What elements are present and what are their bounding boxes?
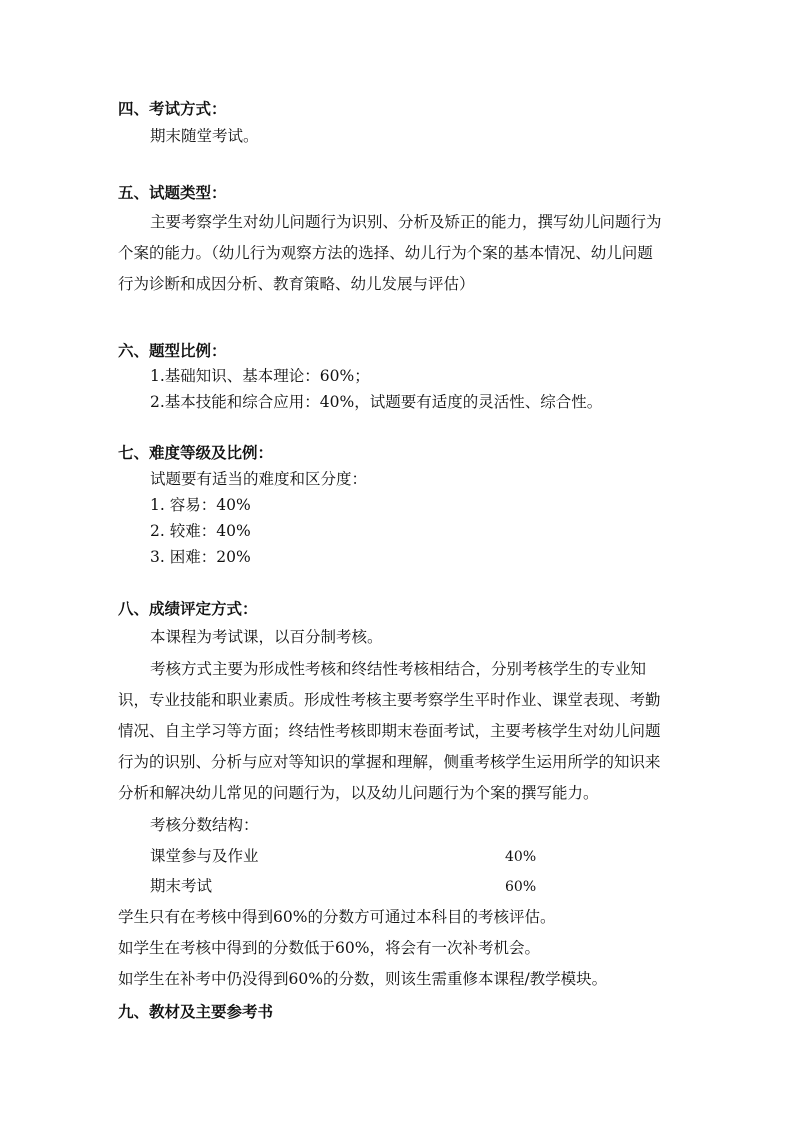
- score-row-item: 期末考试: [150, 877, 213, 895]
- section-8-intro: 本课程为考试课，以百分制考核。: [150, 628, 383, 646]
- section-9-heading: 九、教材及主要参考书: [118, 1003, 274, 1021]
- pass-rule-1: 学生只有在考核中得到60%的分数方可通过本科目的考核评估。: [118, 908, 556, 926]
- section-6-item-2: 2.基本技能和综合应用：40%，试题要有适度的灵活性、综合性。: [150, 393, 603, 411]
- section-5-line-3: 行为诊断和成因分析、教育策略、幼儿发展与评估）: [118, 275, 475, 293]
- section-7-heading: 七、难度等级及比例：: [118, 444, 274, 462]
- section-8-para-line-5: 分析和解决幼儿常见的问题行为，以及幼儿问题行为个案的撰写能力。: [118, 784, 599, 802]
- section-7-item-1: 1. 容易：40%: [150, 496, 251, 514]
- section-7-item-2: 2. 较难：40%: [150, 522, 251, 540]
- score-row-item: 课堂参与及作业: [150, 847, 259, 865]
- score-structure-label: 考核分数结构：: [150, 816, 259, 834]
- section-5-line-2: 个案的能力。（幼儿行为观察方法的选择、幼儿行为个案的基本情况、幼儿问题: [118, 244, 653, 262]
- pass-rule-3: 如学生在补考中仍没得到60%的分数，则该生需重修本课程/教学模块。: [118, 970, 608, 988]
- section-5-heading: 五、试题类型：: [118, 184, 227, 202]
- section-5-line-1: 主要考察学生对幼儿问题行为识别、分析及矫正的能力，撰写幼儿问题行为: [150, 213, 662, 231]
- score-row-weight: 60%: [505, 879, 537, 895]
- section-6-item-1: 1.基础知识、基本理论：60%；: [150, 367, 370, 385]
- section-8-para-line-1: 考核方式主要为形成性考核和终结性考核相结合，分别考核学生的专业知: [150, 660, 647, 678]
- section-8-para-line-4: 行为的识别、分析与应对等知识的掌握和理解，侧重考核学生运用所学的知识来: [118, 753, 661, 771]
- section-8-para-line-2: 识，专业技能和职业素质。形成性考核主要考察学生平时作业、课堂表现、考勤: [118, 691, 661, 709]
- section-8-heading: 八、成绩评定方式：: [118, 600, 258, 618]
- score-row-weight: 40%: [505, 849, 537, 865]
- section-8-para-line-3: 情况、自主学习等方面；终结性考核即期末卷面考试，主要考核学生对幼儿问题: [118, 722, 661, 740]
- pass-rule-2: 如学生在考核中得到的分数低于60%，将会有一次补考机会。: [118, 939, 540, 957]
- section-7-intro: 试题要有适当的难度和区分度：: [150, 470, 368, 488]
- section-4-heading: 四、考试方式：: [118, 100, 227, 118]
- section-7-item-3: 3. 困难：20%: [150, 548, 251, 566]
- section-6-heading: 六、题型比例：: [118, 342, 227, 360]
- section-4-text: 期末随堂考试。: [150, 127, 259, 145]
